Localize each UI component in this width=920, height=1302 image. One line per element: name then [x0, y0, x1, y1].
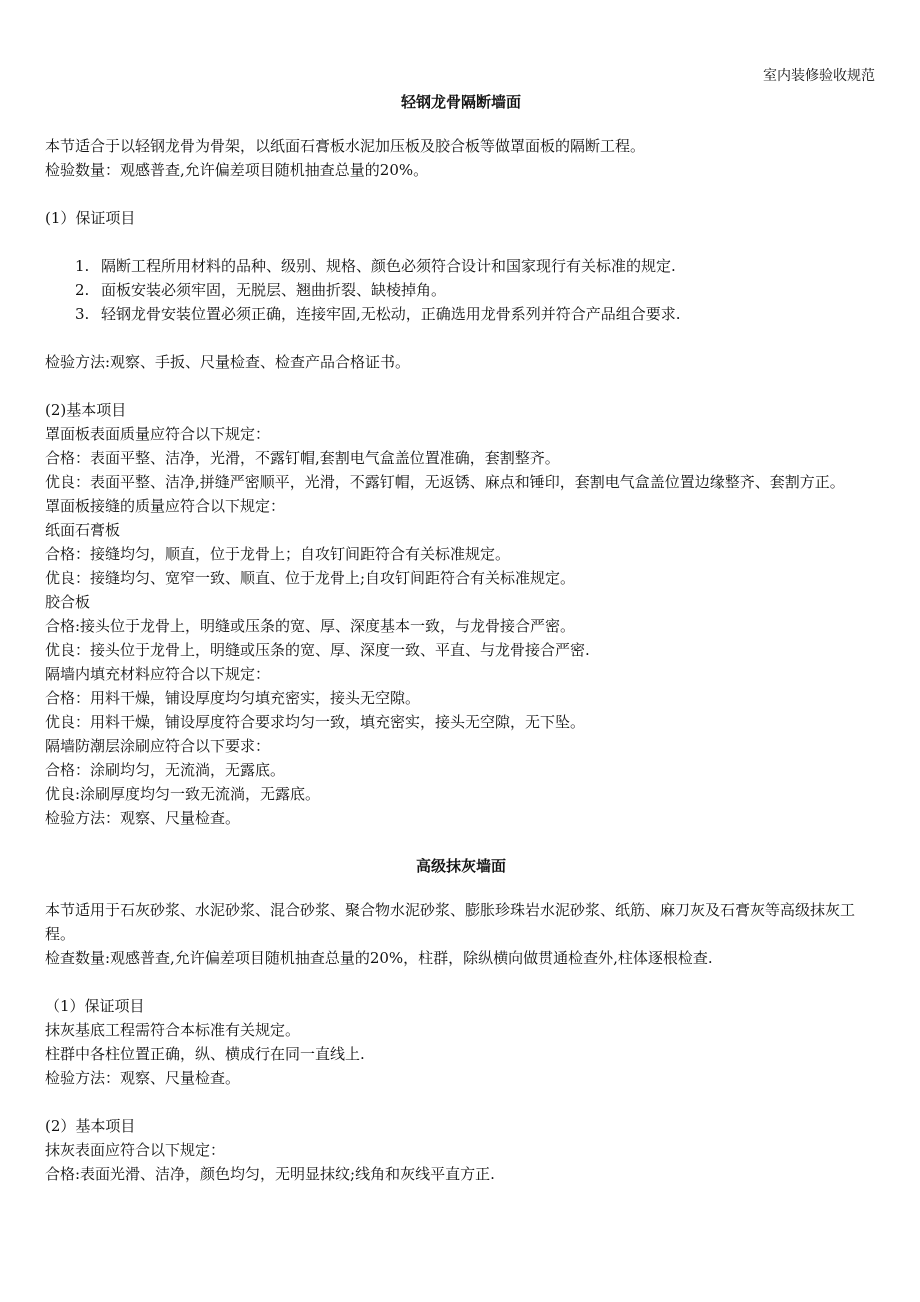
section2-intro-quantity: 检查数量:观感普查,允许偏差项目随机抽查总量的20%，柱群，除纵横向做贯通检查外,柱体逐根检查. — [45, 949, 713, 967]
list-item — [75, 278, 877, 302]
list-item — [75, 302, 877, 326]
section-title-advanced-plaster: 高级抹灰墙面 — [415, 857, 506, 875]
list-item — [75, 254, 877, 278]
section1-guarantee-method: 检验方法:观察、手扳、尺量检查、检查产品合格证书。 — [45, 353, 411, 371]
text-line: 罩面板表面质量应符合以下规定： — [45, 425, 271, 443]
running-header: 室内装修验收规范 — [763, 68, 875, 84]
text-line: 合格:接头位于龙骨上，明缝或压条的宽、厚、深度基本一致，与龙骨接合严密。 — [45, 617, 576, 635]
text-line: 抹灰基底工程需符合本标准有关规定。 — [45, 1021, 301, 1039]
text-line: 合格:表面光滑、洁净，颜色均匀，无明显抹纹;线角和灰线平直方正. — [45, 1165, 495, 1183]
section2-guarantee-heading: （1）保证项目 — [45, 997, 145, 1015]
section1-basic-heading: (2)基本项目 — [45, 401, 127, 419]
section1-intro-scope: 本节适合于以轻钢龙骨为骨架，以纸面石膏板水泥加压板及胶合板等做罩面板的隔断工程。 — [45, 137, 646, 155]
section2-intro-scope: 本节适用于石灰砂浆、水泥砂浆、混合砂浆、聚合物水泥砂浆、膨胀珍珠岩水泥砂浆、纸筋、麻刀灰及石膏灰等高级抹灰工程。 — [45, 901, 856, 943]
list-item-number: 1. — [75, 257, 90, 275]
text-line: 胶合板 — [45, 593, 91, 611]
list-item-text: 面板安装必须牢固，无脱层、翘曲折裂、缺棱掉角。 — [101, 281, 447, 299]
section1-intro-quantity: 检验数量：观感普查,允许偏差项目随机抽查总量的20%。 — [45, 161, 429, 179]
list-item-text: 隔断工程所用材料的品种、级别、规格、颜色必须符合设计和国家现行有关标准的规定. — [101, 257, 676, 275]
text-line: 优良：接头位于龙骨上，明缝或压条的宽、厚、深度一致、平直、与龙骨接合严密. — [45, 641, 590, 659]
list-item-number: 2. — [75, 281, 90, 299]
text-line: 优良:涂刷厚度均匀一致无流淌，无露底。 — [45, 785, 321, 803]
list-item-number: 3. — [75, 305, 90, 323]
text-line: 隔墙内填充材料应符合以下规定： — [45, 665, 271, 683]
text-line: 隔墙防潮层涂刷应符合以下要求： — [45, 737, 271, 755]
text-line: 抹灰表面应符合以下规定： — [45, 1141, 226, 1159]
text-line: 优良：接缝均匀、宽窄一致、顺直、位于龙骨上;自攻钉间距符合有关标准规定。 — [45, 569, 576, 587]
section-title-light-steel-partition: 轻钢龙骨隔断墙面 — [400, 93, 521, 111]
text-line: 合格：用料干燥，铺设厚度均匀填充密实，接头无空隙。 — [45, 689, 421, 707]
text-line: 罩面板接缝的质量应符合以下规定： — [45, 497, 286, 515]
text-line: 合格：接缝均匀，顺直，位于龙骨上；自攻钉间距符合有关标准规定。 — [45, 545, 511, 563]
list-item-text: 轻钢龙骨安装位置必须正确，连接牢固,无松动，正确选用龙骨系列并符合产品组合要求. — [101, 305, 681, 323]
section2-basic-heading: (2）基本项目 — [45, 1117, 136, 1135]
text-line: 柱群中各柱位置正确，纵、横成行在同一直线上. — [45, 1045, 365, 1063]
text-line: 合格：表面平整、洁净，光滑，不露钉帽,套割电气盒盖位置准确，套割整齐。 — [45, 449, 560, 467]
text-line: 纸面石膏板 — [45, 521, 121, 539]
section1-guarantee-heading: (1）保证项目 — [45, 209, 136, 227]
text-line: 优良：用料干燥，铺设厚度符合要求均匀一致，填充密实，接头无空隙，无下坠。 — [45, 713, 586, 731]
text-line: 检验方法：观察、尺量检查。 — [45, 809, 241, 827]
text-line: 合格：涂刷均匀，无流淌，无露底。 — [45, 761, 286, 779]
document-body — [45, 90, 877, 1186]
text-line: 检验方法：观察、尺量检查。 — [45, 1069, 241, 1087]
section1-guarantee-list — [45, 254, 877, 326]
text-line: 优良：表面平整、洁净,拼缝严密顺平，光滑，不露钉帽，无返锈、麻点和锤印，套割电气盒盖位置边缘整齐、套割方正。 — [45, 473, 845, 491]
